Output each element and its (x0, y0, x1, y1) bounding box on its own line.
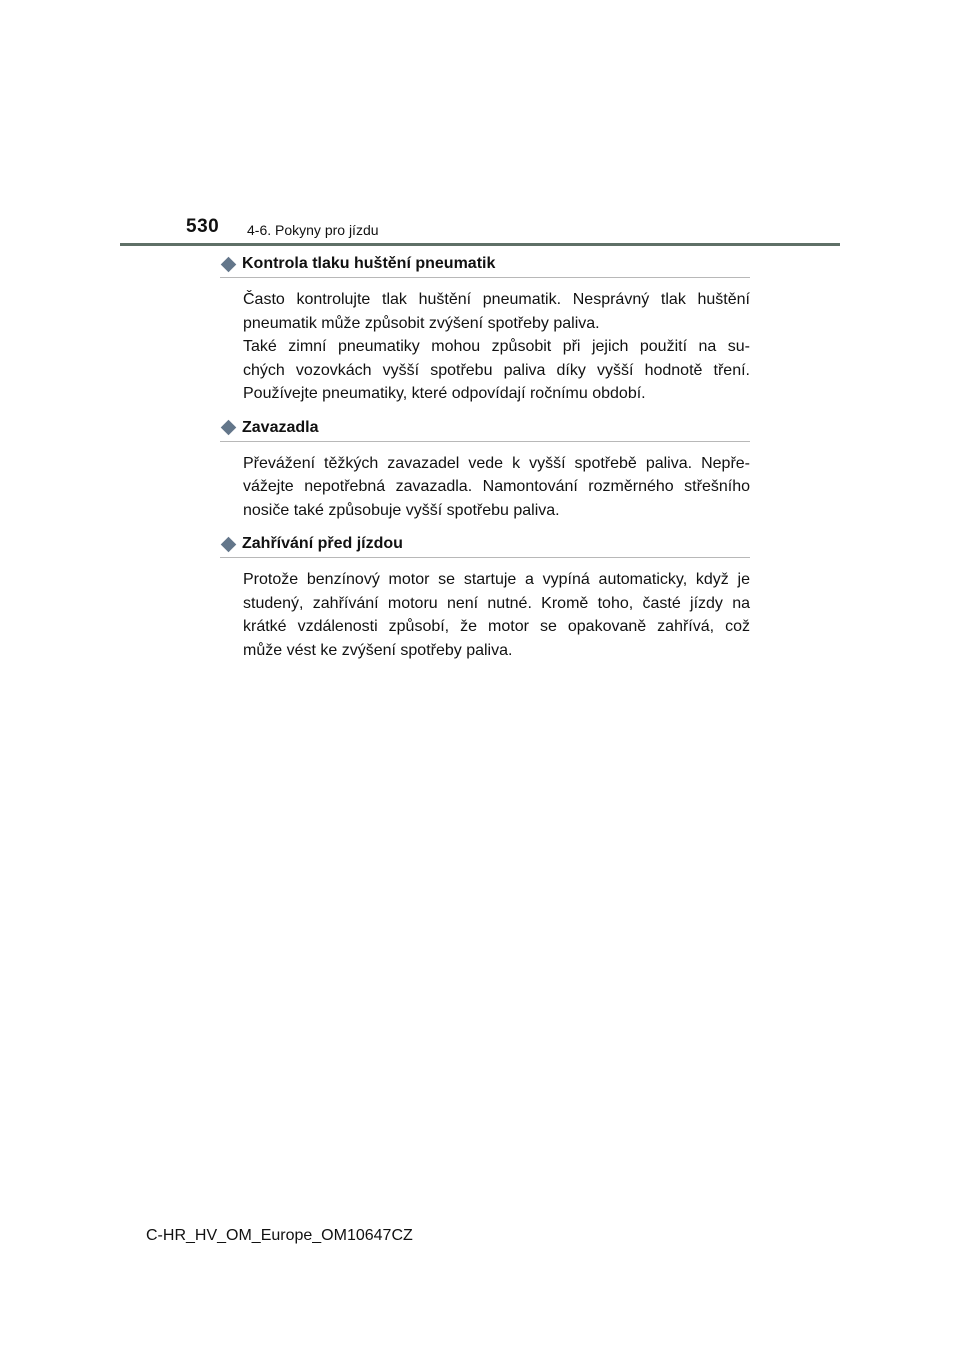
section-heading (220, 534, 750, 558)
section-warm-up (220, 534, 750, 662)
page-number: 530 (186, 216, 220, 237)
paragraph-line: Používejte pneumatiky, které odpovídají ročnímu období. (243, 385, 646, 402)
section-heading (220, 254, 750, 278)
section-paragraph (243, 288, 750, 406)
paragraph-line: chých vozovkách vyšší spotřebu paliva díky vyšší hodnotě tření. (243, 361, 750, 379)
section-luggage (220, 418, 750, 523)
section-heading-text: Zahřívání před jízdou (242, 535, 403, 552)
paragraph-line: krátké vzdálenosti způsobí, že motor se opakovaně zahřívá, což (243, 618, 750, 635)
header-divider (120, 243, 840, 246)
section-heading-text: Zavazadla (242, 418, 319, 436)
diamond-bullet-icon (221, 256, 237, 272)
section-heading-text: Kontrola tlaku huštění pneumatik (242, 255, 496, 272)
diamond-bullet-icon (221, 536, 237, 552)
section-paragraph (243, 452, 750, 523)
paragraph-line: Často kontrolujte tlak huštění pneumatik. Nesprávný tlak huštění (243, 291, 750, 308)
paragraph-line: Protože benzínový motor se startuje a vypíná automaticky, když je (243, 571, 750, 588)
section-heading (220, 418, 750, 442)
main-content (220, 254, 750, 674)
paragraph-line: Také zimní pneumatiky mohou způsobit při jejich použití na su- (243, 338, 750, 355)
diamond-bullet-icon (221, 420, 237, 436)
section-title: 4-6. Pokyny pro jízdu (247, 222, 379, 238)
paragraph-line: Převážení těžkých zavazadel vede k vyšší spotřebě paliva. Nepře- (243, 454, 750, 472)
paragraph-line: studený, zahřívání motoru není nutné. Kromě toho, časté jízdy na (243, 594, 750, 612)
section-paragraph (243, 568, 750, 662)
document-id: C-HR_HV_OM_Europe_OM10647CZ (146, 1227, 413, 1244)
section-tire-pressure (220, 254, 750, 406)
paragraph-line: může vést ke zvýšení spotřeby paliva. (243, 641, 513, 659)
paragraph-line: nosiče také způsobuje vyšší spotřebu paliva. (243, 501, 560, 519)
paragraph-line: vážejte nepotřebná zavazadla. Namontování rozměrného střešního (243, 478, 750, 495)
paragraph-line: pneumatik může způsobit zvýšení spotřeby paliva. (243, 314, 600, 332)
